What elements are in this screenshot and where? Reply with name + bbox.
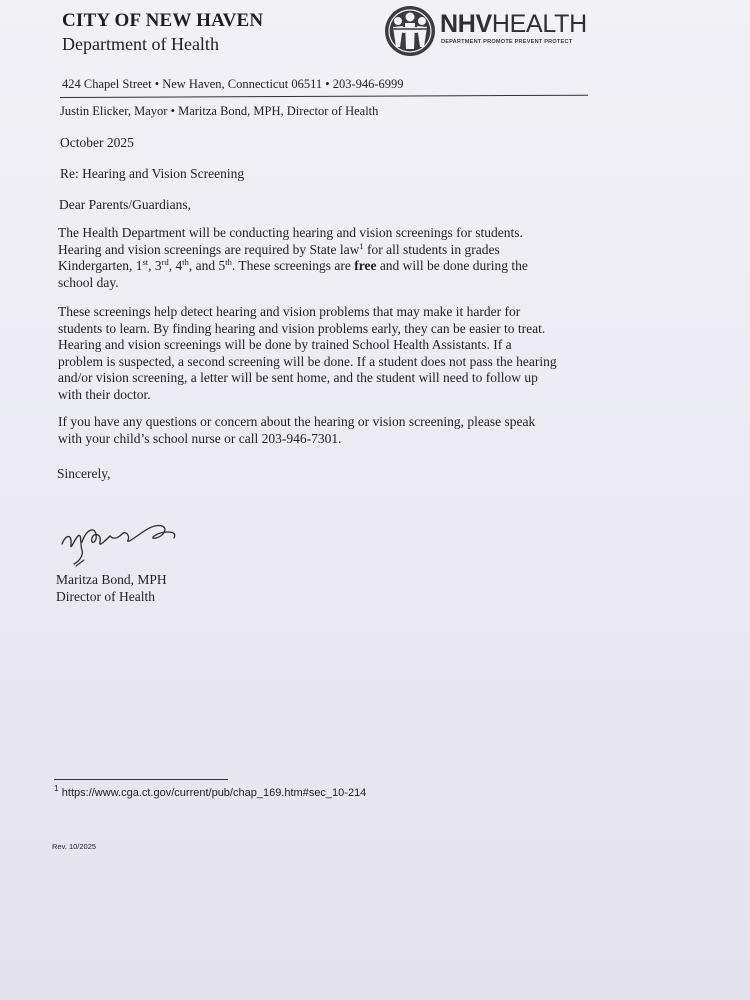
logo-word-light: HEALTH — [491, 10, 587, 38]
paragraph-line: with their doctor. — [58, 386, 151, 402]
officials-line: Justin Elicker, Mayor • Maritza Bond, MPH, Director of Health — [60, 104, 379, 118]
paragraph-line: with your child’s school nurse or call 203-946-7301. — [58, 430, 342, 446]
signer-title: Director of Health — [56, 589, 155, 604]
paragraph-line: Hearing and vision screenings will be done by trained School Health Assistants. If a — [58, 337, 512, 353]
paragraph-line: students to learn. By finding hearing and vision problems early, they can be easier to treat. — [58, 320, 546, 336]
footnote-url: https://www.cga.ct.gov/current/pub/chap_169.htm#sec_10-214 — [58, 787, 367, 799]
paragraph-line: If you have any questions or concern about the hearing or vision screening, please speak — [58, 414, 536, 429]
paragraph-contact — [58, 414, 535, 447]
paragraph-line: The Health Department will be conducting hearing and vision screenings for students. — [58, 225, 523, 240]
department-name: Department of Health — [62, 34, 219, 54]
subject-line: Re: Hearing and Vision Screening — [60, 166, 245, 181]
nhv-health-logo — [384, 5, 604, 57]
free-emphasis: free — [354, 258, 377, 274]
logo-word-bold: NHV — [440, 10, 492, 38]
paragraph-line: school day. — [58, 274, 119, 290]
footnote — [54, 783, 367, 799]
footnote-mark: 1 — [54, 783, 59, 793]
footnote-reference: 1 — [359, 240, 364, 251]
logo-wordmark — [440, 10, 587, 39]
footnote-divider — [54, 779, 228, 780]
city-name: CITY OF NEW HAVEN — [62, 10, 264, 31]
logo-tagline: DEPARTMENT PROMOTE PREVENT PROTECT — [441, 39, 573, 45]
paragraph-line: problem is suspected, a second screening will be done. If a student does not pass the hearing — [58, 353, 557, 369]
address-line: 424 Chapel Street • New Haven, Connecticut 06511 • 203-946-6999 — [62, 77, 404, 91]
family-logo-icon — [384, 5, 436, 57]
revision-label: Rev. 10/2025 — [52, 842, 97, 851]
handwritten-signature — [56, 512, 186, 572]
paragraph-details — [58, 304, 557, 404]
paragraph-line: Kindergarten, 1st, 3rd, 4th, and 5th. These screenings are free and will be done during the — [58, 257, 528, 274]
letterhead-divider — [60, 95, 588, 98]
salutation: Dear Parents/Guardians, — [59, 197, 191, 212]
signer-name: Maritza Bond, MPH — [56, 572, 167, 587]
paragraph-line: These screenings help detect hearing and vision problems that may make it harder for — [58, 304, 521, 319]
paragraph-line: Hearing and vision screenings are required by State law$^1$ for all students in grades — [58, 240, 500, 257]
closing: Sincerely, — [57, 466, 111, 481]
paragraph-intro — [58, 225, 528, 291]
paragraph-line: and/or vision screening, a letter will be sent home, and the student will need to follow up — [58, 370, 538, 386]
letter-date: October 2025 — [60, 135, 134, 150]
